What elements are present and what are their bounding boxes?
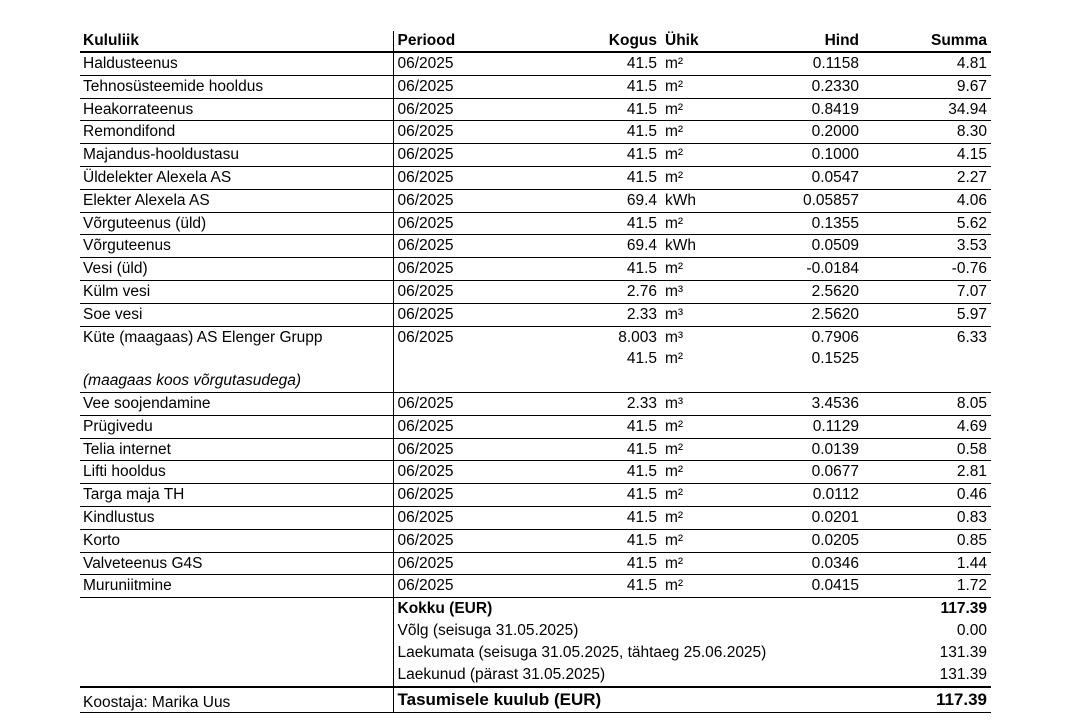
cell-item: Korto [80, 529, 393, 552]
cell-period: 06/2025 [393, 484, 573, 507]
cell-unit: m² [661, 552, 765, 575]
cell-period: 06/2025 [393, 75, 573, 98]
table-row [80, 166, 991, 189]
cell-price: 0.1158 [765, 52, 863, 75]
cell-sum: 4.81 [863, 52, 991, 75]
cell-item: Kindlustus [80, 506, 393, 529]
cell-qty: 41.5 [573, 258, 661, 281]
debt-row [80, 620, 991, 642]
table-row [80, 303, 991, 326]
heating-qty2: 41.5 [626, 350, 657, 368]
cell-unit: m³ [661, 392, 765, 415]
cell-price: 0.8419 [765, 98, 863, 121]
cell-item: Prügivedu [80, 415, 393, 438]
cost-table [80, 31, 991, 713]
cell-sum: 1.44 [863, 552, 991, 575]
header-sum: Summa [863, 31, 991, 52]
cell-item: Külm vesi [80, 280, 393, 303]
cell-qty: 41.5 [573, 552, 661, 575]
heating-price: 0.7906 [811, 328, 859, 346]
cell-item: Vee soojendamine [80, 392, 393, 415]
cell-qty: 41.5 [573, 212, 661, 235]
heating-qty: 8.003 [618, 328, 657, 346]
cell-sum: 2.81 [863, 461, 991, 484]
cell-price: 0.2330 [765, 75, 863, 98]
cell-sum: 0.58 [863, 438, 991, 461]
cell-period: 06/2025 [393, 144, 573, 167]
cell-unit: m² [661, 484, 765, 507]
cell-price: 0.0509 [765, 235, 863, 258]
received-row [80, 664, 991, 687]
table-row [80, 326, 991, 348]
cell-sum: 9.67 [863, 75, 991, 98]
cell-period: 06/2025 [393, 552, 573, 575]
cell-qty: 41.5 [573, 484, 661, 507]
cell-item: Haldusteenus [80, 52, 393, 75]
cell-price: 0.0112 [765, 484, 863, 507]
cell-qty: 41.5 [573, 52, 661, 75]
cell-item: Targa maja TH [80, 484, 393, 507]
cell-price: 0.0205 [765, 529, 863, 552]
table-header [80, 31, 991, 52]
heating-rows [80, 326, 991, 392]
cell-unit: m² [661, 98, 765, 121]
table-row [80, 52, 991, 75]
cell-unit: m² [661, 506, 765, 529]
cell-item: Tehnosüsteemide hooldus [80, 75, 393, 98]
due-value: 117.39 [863, 687, 991, 713]
cell-qty: 41.5 [573, 438, 661, 461]
table-row [80, 506, 991, 529]
heating-sum: 6.33 [956, 328, 987, 346]
table-row [80, 258, 991, 281]
heating-price2: 0.1525 [811, 350, 859, 368]
cell-unit: m³ [661, 303, 765, 326]
cell-qty: 2.33 [573, 303, 661, 326]
cell-item: Remondifond [80, 121, 393, 144]
table-row [80, 189, 991, 212]
cell-period: 06/2025 [393, 438, 573, 461]
cell-unit: m² [661, 415, 765, 438]
table-row [80, 280, 991, 303]
cell-period: 06/2025 [393, 280, 573, 303]
header-period: Periood [393, 31, 573, 52]
table-row [80, 121, 991, 144]
table-row [80, 348, 991, 370]
cell-unit: m² [661, 52, 765, 75]
table-row [80, 415, 991, 438]
received-label: Laekunud (pärast 31.05.2025) [397, 666, 606, 684]
cell-price: 0.0547 [765, 166, 863, 189]
table-row [80, 484, 991, 507]
cell-period: 06/2025 [393, 121, 573, 144]
cell-sum: 4.69 [863, 415, 991, 438]
cell-price: 0.2000 [765, 121, 863, 144]
header-qty: Kogus [573, 31, 661, 52]
cell-period: 06/2025 [393, 529, 573, 552]
header-item: Kululiik [80, 31, 393, 52]
cell-sum: 4.15 [863, 144, 991, 167]
cell-unit: m² [661, 258, 765, 281]
unpaid-value: 131.39 [939, 644, 987, 662]
cell-price: 0.1129 [765, 415, 863, 438]
cell-sum: 0.85 [863, 529, 991, 552]
cell-sum: 0.83 [863, 506, 991, 529]
cell-item: Võrguteenus [80, 235, 393, 258]
cell-period: 06/2025 [393, 461, 573, 484]
cell-period: 06/2025 [393, 98, 573, 121]
cell-qty: 41.5 [573, 98, 661, 121]
due-label: Tasumisele kuulub (EUR) [393, 687, 863, 713]
table-row [80, 75, 991, 98]
cell-unit: m³ [661, 280, 765, 303]
cell-sum: 2.27 [863, 166, 991, 189]
cell-period: 06/2025 [393, 303, 573, 326]
cell-sum: 5.62 [863, 212, 991, 235]
heating-period: 06/2025 [397, 328, 454, 346]
cell-qty: 41.5 [573, 75, 661, 98]
cell-unit: m² [661, 575, 765, 598]
cell-sum: 7.07 [863, 280, 991, 303]
cell-item: Valveteenus G4S [80, 552, 393, 575]
cell-item: Üldelekter Alexela AS [80, 166, 393, 189]
cell-qty: 41.5 [573, 461, 661, 484]
cell-unit: kWh [661, 235, 765, 258]
cell-price: 0.0346 [765, 552, 863, 575]
cell-item: Lifti hooldus [80, 461, 393, 484]
cell-unit: m² [661, 212, 765, 235]
table-row [80, 98, 991, 121]
cell-sum: -0.76 [863, 258, 991, 281]
cell-qty: 41.5 [573, 166, 661, 189]
cell-unit: m² [661, 144, 765, 167]
cell-price: 0.05857 [765, 189, 863, 212]
table-row [80, 392, 991, 415]
table-row [80, 575, 991, 598]
cell-sum: 1.72 [863, 575, 991, 598]
cell-item: Võrguteenus (üld) [80, 212, 393, 235]
cell-price: -0.0184 [765, 258, 863, 281]
heating-item: Küte (maagaas) AS Elenger Grupp [80, 326, 393, 348]
cell-qty: 41.5 [573, 121, 661, 144]
cost-rows-2 [80, 392, 991, 597]
cell-unit: m² [661, 121, 765, 144]
cell-sum: 3.53 [863, 235, 991, 258]
cell-period: 06/2025 [393, 392, 573, 415]
cell-sum: 8.30 [863, 121, 991, 144]
cell-unit: m² [661, 438, 765, 461]
cell-item: Telia internet [80, 438, 393, 461]
cell-qty: 2.76 [573, 280, 661, 303]
table-row [80, 212, 991, 235]
cell-unit: m² [661, 529, 765, 552]
cell-period: 06/2025 [393, 575, 573, 598]
table-row [80, 529, 991, 552]
table-row [80, 235, 991, 258]
cell-period: 06/2025 [393, 212, 573, 235]
heating-unit: m³ [665, 328, 684, 346]
header-price: Hind [765, 31, 863, 52]
cell-qty: 41.5 [573, 529, 661, 552]
table-row [80, 552, 991, 575]
table-row [80, 370, 991, 392]
cell-item: Vesi (üld) [80, 258, 393, 281]
total-row [80, 598, 991, 621]
cell-price: 0.0139 [765, 438, 863, 461]
cell-period: 06/2025 [393, 415, 573, 438]
cell-qty: 2.33 [573, 392, 661, 415]
cell-qty: 41.5 [573, 506, 661, 529]
total-label: Kokku (EUR) [393, 598, 863, 621]
cell-price: 2.5620 [765, 280, 863, 303]
cell-unit: m² [661, 166, 765, 189]
heating-note: (maagaas koos võrgutasudega) [80, 370, 393, 392]
cell-price: 0.1000 [765, 144, 863, 167]
cell-period: 06/2025 [393, 52, 573, 75]
cell-sum: 34.94 [863, 98, 991, 121]
cell-item: Heakorrateenus [80, 98, 393, 121]
cost-rows [80, 52, 991, 326]
cell-price: 3.4536 [765, 392, 863, 415]
cell-qty: 69.4 [573, 189, 661, 212]
table-row [80, 438, 991, 461]
cell-price: 0.0677 [765, 461, 863, 484]
cell-sum: 0.46 [863, 484, 991, 507]
cell-price: 2.5620 [765, 303, 863, 326]
cell-unit: kWh [661, 189, 765, 212]
cell-sum: 5.97 [863, 303, 991, 326]
table-row [80, 144, 991, 167]
cell-item: Elekter Alexela AS [80, 189, 393, 212]
total-value: 117.39 [863, 598, 991, 621]
unpaid-label: Laekumata (seisuga 31.05.2025, tähtaeg 25.06.2025) [397, 644, 767, 662]
cell-item: Soe vesi [80, 303, 393, 326]
received-value: 131.39 [939, 666, 987, 684]
debt-label: Võlg (seisuga 31.05.2025) [397, 622, 579, 640]
cell-period: 06/2025 [393, 506, 573, 529]
cell-price: 0.0201 [765, 506, 863, 529]
cell-sum: 8.05 [863, 392, 991, 415]
cell-period: 06/2025 [393, 166, 573, 189]
cell-price: 0.1355 [765, 212, 863, 235]
cell-qty: 69.4 [573, 235, 661, 258]
heating-unit2: m² [665, 350, 684, 368]
cell-item: Majandus-hooldustasu [80, 144, 393, 167]
cell-sum: 4.06 [863, 189, 991, 212]
table-row [80, 461, 991, 484]
cell-period: 06/2025 [393, 258, 573, 281]
debt-value: 0.00 [956, 622, 987, 640]
cell-unit: m² [661, 75, 765, 98]
cell-price: 0.0415 [765, 575, 863, 598]
cell-unit: m² [661, 461, 765, 484]
compiler-note: Koostaja: Marika Uus [83, 694, 231, 711]
cell-period: 06/2025 [393, 235, 573, 258]
unpaid-row [80, 642, 991, 664]
header-unit: Ühik [661, 31, 765, 52]
cell-qty: 41.5 [573, 415, 661, 438]
cell-qty: 41.5 [573, 144, 661, 167]
cell-item: Muruniitmine [80, 575, 393, 598]
cell-period: 06/2025 [393, 189, 573, 212]
cell-qty: 41.5 [573, 575, 661, 598]
